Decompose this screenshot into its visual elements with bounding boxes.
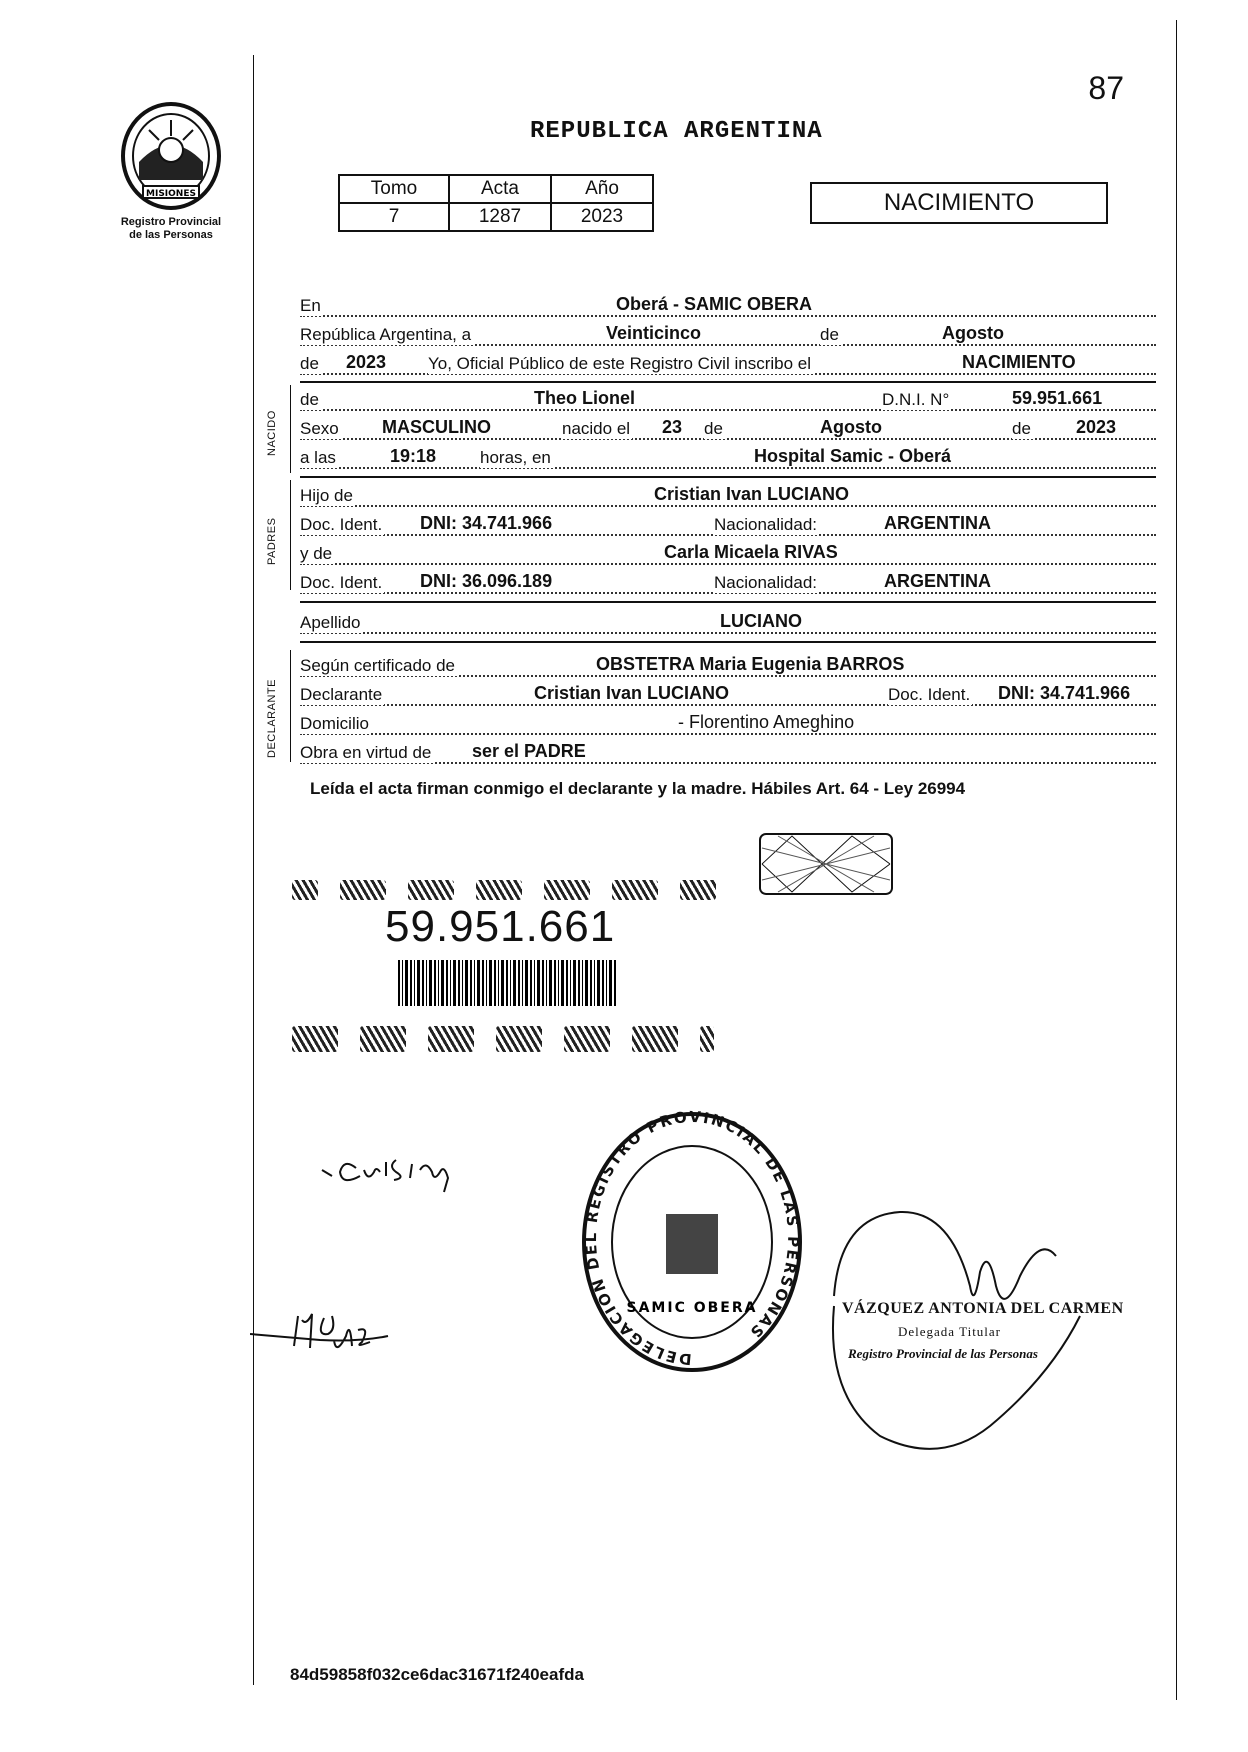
value-en: Oberá - SAMIC OBERA xyxy=(616,294,813,314)
shield-emblem-icon xyxy=(119,100,223,212)
strip-mark xyxy=(292,880,318,900)
row-hora xyxy=(300,446,1156,472)
label-nac-padre: Nacionalidad: xyxy=(714,515,818,534)
label-apellido: Apellido xyxy=(300,613,361,632)
logo-caption-line-1: Registro Provincial xyxy=(120,216,222,228)
row-en xyxy=(300,294,1156,320)
strip-mark xyxy=(564,1026,610,1052)
value-anio-nac: 2023 xyxy=(1076,417,1117,437)
value-nombre: Theo Lionel xyxy=(534,388,635,408)
value-obra: ser el PADRE xyxy=(472,741,586,761)
label-dni: D.N.I. N° xyxy=(882,390,950,409)
label-declarante: Declarante xyxy=(300,685,383,704)
record-table xyxy=(338,174,654,232)
row-oficial xyxy=(300,352,1156,378)
padres-bar xyxy=(290,480,291,590)
table-value-tomo: 7 xyxy=(339,203,449,231)
label-nac-madre: Nacionalidad: xyxy=(714,573,818,592)
record-type-box: NACIMIENTO xyxy=(810,182,1108,224)
table-header-acta: Acta xyxy=(449,175,551,203)
row-republica xyxy=(300,323,1156,349)
row-hijo-de xyxy=(300,484,1156,510)
padres-section-label: PADRES xyxy=(266,517,278,565)
coat-of-arms-icon xyxy=(666,1214,718,1274)
value-declarante-doc: DNI: 34.741.966 xyxy=(998,683,1131,703)
label-doc-declarante: Doc. Ident. xyxy=(888,685,971,704)
strip-mark xyxy=(292,1026,338,1052)
left-margin-line xyxy=(253,55,254,1685)
row-domicilio xyxy=(300,712,1156,738)
strip-mark xyxy=(496,1026,542,1052)
row-padre-doc xyxy=(300,513,1156,539)
logo-caption xyxy=(96,216,246,242)
label-sexo: Sexo xyxy=(300,419,339,438)
strip-mark xyxy=(700,1026,714,1052)
value-lugar: Hospital Samic - Oberá xyxy=(754,446,952,466)
value-domicilio: - Florentino Ameghino xyxy=(678,712,855,732)
nacido-section-label: NACIDO xyxy=(266,410,278,456)
label-doc-madre: Doc. Ident. xyxy=(300,573,383,592)
divider-4 xyxy=(300,641,1156,643)
label-horas-en: horas, en xyxy=(480,448,551,467)
value-sexo: MASCULINO xyxy=(382,417,491,437)
label-de-anio-nac: de xyxy=(1012,419,1031,438)
row-apellido xyxy=(300,611,1156,637)
official-org: Registro Provincial de las Personas xyxy=(848,1346,1038,1361)
barcode xyxy=(398,960,616,1006)
divider-1 xyxy=(300,381,1156,383)
security-strip-bottom xyxy=(292,1026,714,1052)
value-madre-nac: ARGENTINA xyxy=(884,571,991,591)
value-declarante: Cristian Ivan LUCIANO xyxy=(534,683,730,703)
right-margin-line xyxy=(1176,20,1177,1700)
declarante-section-label: DECLARANTE xyxy=(266,679,278,758)
document-hash: 84d59858f032ce6dac31671f240eafda xyxy=(290,1665,584,1684)
value-inscribe: NACIMIENTO xyxy=(962,352,1076,372)
strip-mark xyxy=(340,880,386,900)
official-name: VÁZQUEZ ANTONIA DEL CARMEN xyxy=(842,1300,1124,1317)
hologram-icon xyxy=(758,832,894,896)
value-mes: Agosto xyxy=(942,323,1004,343)
logo-caption-line-2: de las Personas xyxy=(129,229,213,241)
divider-2 xyxy=(300,476,1156,478)
label-doc-padre: Doc. Ident. xyxy=(300,515,383,534)
record-table-value-row xyxy=(339,203,653,231)
strip-mark xyxy=(408,880,454,900)
record-table-header-row xyxy=(339,175,653,203)
row-madre-doc xyxy=(300,571,1156,597)
label-oficial: Yo, Oficial Público de este Registro Civil inscribo el xyxy=(428,354,811,373)
seal-ring-text: DELEGACIÓN DEL REGISTRO PROVINCIAL DE LAS PERSONAS xyxy=(581,1108,803,1369)
label-hijo-de: Hijo de xyxy=(300,486,353,505)
value-padre-doc: DNI: 34.741.966 xyxy=(420,513,553,533)
value-hora: 19:18 xyxy=(390,446,437,466)
row-declarante xyxy=(300,683,1156,709)
value-padre: Cristian Ivan LUCIANO xyxy=(654,484,850,504)
strip-mark xyxy=(632,1026,678,1052)
row-nombre xyxy=(300,388,1156,414)
seal-center-text: SAMIC OBERA xyxy=(626,1300,758,1316)
mother-signature xyxy=(250,1296,440,1366)
label-certificado: Según certificado de xyxy=(300,656,455,675)
value-padre-nac: ARGENTINA xyxy=(884,513,991,533)
legal-text: Leída el acta firman conmigo el declarante y la madre. Hábiles Art. 64 - Ley 26994 xyxy=(310,779,966,798)
value-dia: Veinticinco xyxy=(606,323,702,343)
table-value-acta: 1287 xyxy=(449,203,551,231)
security-strip-top xyxy=(292,880,716,900)
table-header-tomo: Tomo xyxy=(339,175,449,203)
declarante-bar xyxy=(290,650,291,762)
value-anio: 2023 xyxy=(346,352,387,372)
value-dni: 59.951.661 xyxy=(1012,388,1103,408)
declarante-signature xyxy=(316,1132,516,1202)
registry-logo xyxy=(96,100,246,242)
label-y-de: y de xyxy=(300,544,333,563)
strip-mark xyxy=(360,1026,406,1052)
row-y-de xyxy=(300,542,1156,568)
table-header-anio: Año xyxy=(551,175,653,203)
label-de-anio: de xyxy=(300,354,319,373)
label-de-nombre: de xyxy=(300,390,319,409)
value-madre-doc: DNI: 36.096.189 xyxy=(420,571,553,591)
strip-mark xyxy=(476,880,522,900)
label-domicilio: Domicilio xyxy=(300,714,369,733)
divider-3 xyxy=(300,601,1156,603)
value-certificado: OBSTETRA Maria Eugenia BARROS xyxy=(596,654,905,674)
table-value-anio: 2023 xyxy=(551,203,653,231)
registry-seal xyxy=(578,1108,806,1376)
value-apellido: LUCIANO xyxy=(720,611,802,631)
id-number-large: 59.951.661 xyxy=(385,902,616,951)
page-number: 87 xyxy=(1088,70,1124,106)
strip-mark xyxy=(428,1026,474,1052)
strip-mark xyxy=(544,880,590,900)
label-nacido-el: nacido el xyxy=(562,419,631,438)
row-sexo xyxy=(300,417,1156,443)
country-title: REPUBLICA ARGENTINA xyxy=(530,118,823,145)
official-role: Delegada Titular xyxy=(898,1324,1002,1339)
svg-text:MISIONES: MISIONES xyxy=(146,189,196,199)
nacido-bar xyxy=(290,385,291,473)
value-mes-nac: Agosto xyxy=(820,417,882,437)
label-en: En xyxy=(300,296,321,315)
label-de-mes-nac: de xyxy=(704,419,723,438)
row-certificado xyxy=(300,654,1156,680)
label-de-mes: de xyxy=(820,325,839,344)
strip-mark xyxy=(680,880,716,900)
value-madre: Carla Micaela RIVAS xyxy=(664,542,838,562)
value-dia-nac: 23 xyxy=(662,417,683,437)
label-a-las: a las xyxy=(300,448,336,467)
strip-mark xyxy=(612,880,658,900)
label-republica: República Argentina, a xyxy=(300,325,472,344)
row-obra xyxy=(300,741,1156,767)
label-obra: Obra en virtud de xyxy=(300,743,432,762)
